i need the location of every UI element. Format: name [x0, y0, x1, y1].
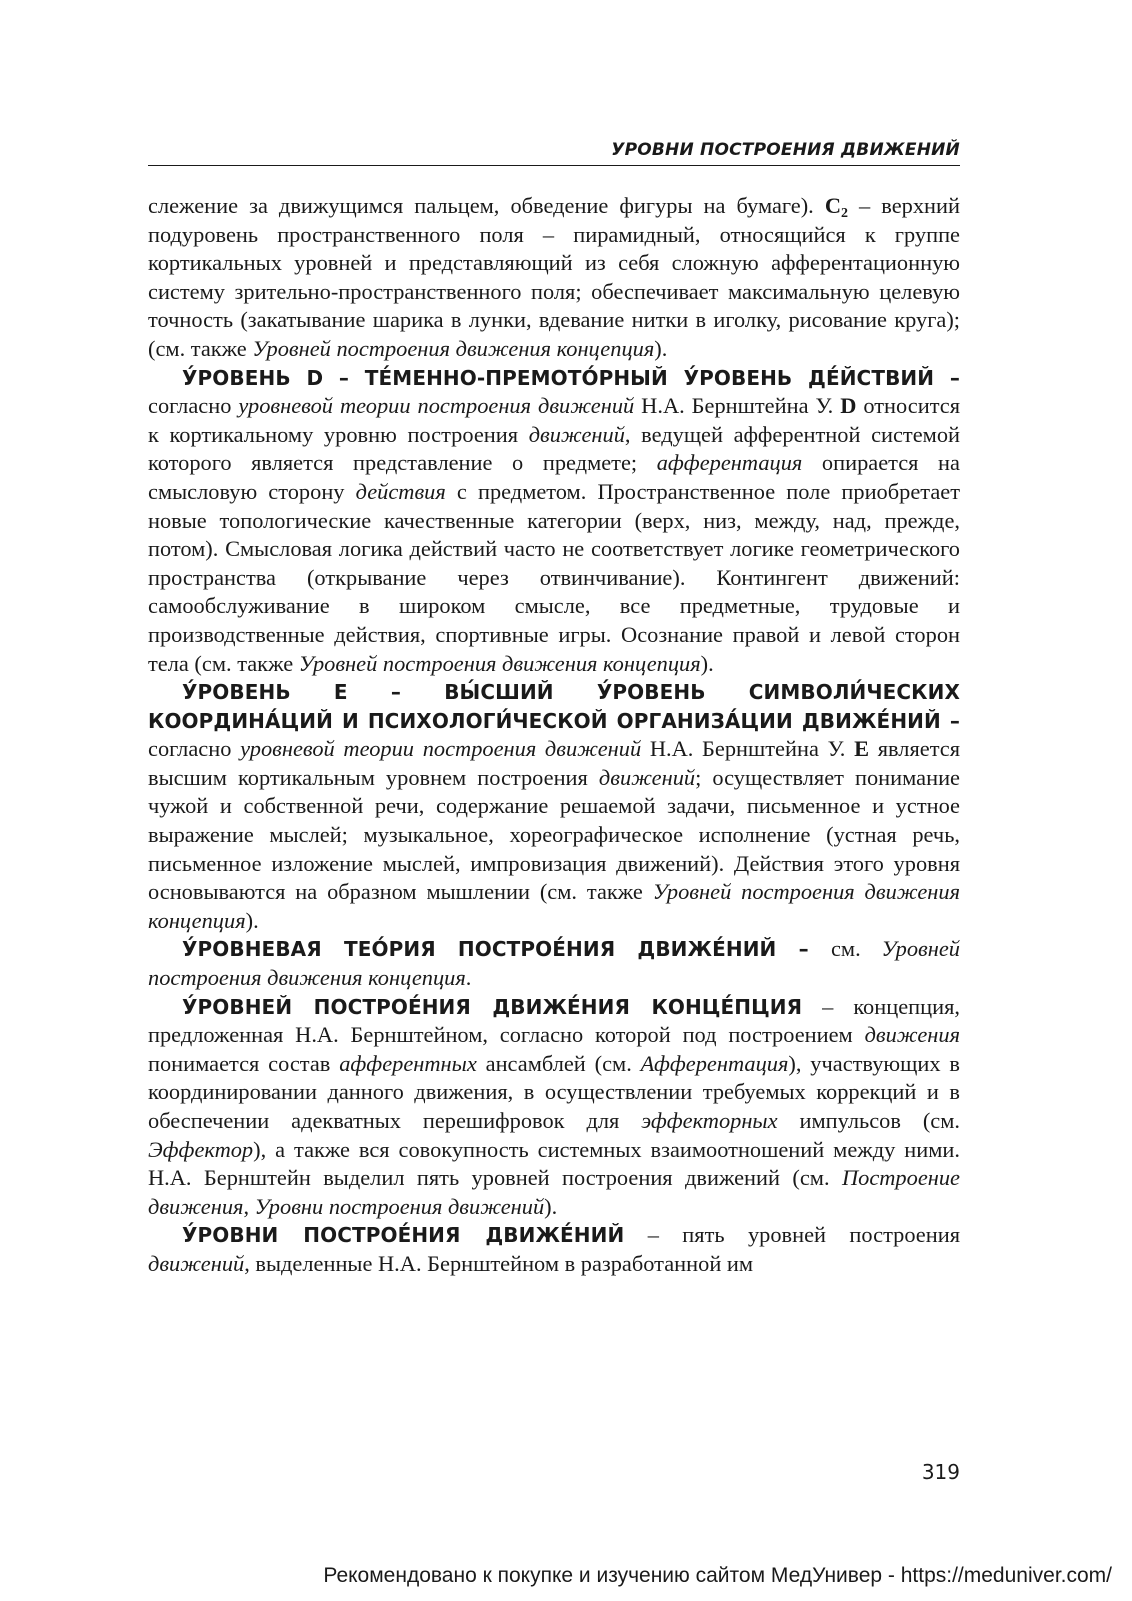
cross-reference: движений — [598, 764, 696, 790]
text: ансамблей (см. — [476, 1050, 641, 1076]
cross-reference: Построение движения — [148, 1165, 960, 1219]
cross-reference: Эффектор — [148, 1136, 254, 1162]
text: , ведущей афферентной системой которого является представление о предмете; — [148, 421, 961, 476]
entry-headword: У́РОВЕНЬ E – ВЫ́СШИЙ У́РОВЕНЬ СИМВОЛИ́ЧЕСКИХ КООРДИНА́ЦИЙ И ПСИХОЛОГИ́ЧЕСКОЙ ОРГАНИЗА́ЦИИ ДВИЖЕ́НИЙ — [148, 680, 960, 733]
cross-reference: афферентных — [339, 1050, 477, 1076]
cross-reference: движения — [864, 1022, 960, 1048]
text: Н.А. Бернштейна У. — [641, 736, 855, 762]
entry-headword: У́РОВЕНЬ D – ТЕ́МЕННО-ПРЕМОТО́РНЫЙ У́РОВЕНЬ ДЕ́ЙСТВИЙ — [182, 365, 935, 390]
headword-dash: – — [802, 993, 854, 1019]
text: опирается на смысловую сторону — [148, 450, 960, 504]
cross-reference: афферентация — [656, 450, 803, 476]
text: ), а также вся совокупность системных взаимоотношений между ними. Н.А. Бернштейн выделил пять уровней построения движений (см. — [148, 1136, 960, 1191]
text: . — [465, 965, 472, 991]
entry-headword: У́РОВНЕЙ ПОСТРОЕ́НИЯ ДВИЖЕ́НИЯ КОНЦЕ́ПЦИЯ — [182, 994, 803, 1019]
level-subscript: 2 — [841, 206, 848, 221]
cross-reference: эффекторных — [641, 1108, 778, 1133]
text: является высшим кортикальным уровнем построения — [148, 736, 960, 790]
text: относится к кортикальному уровню построения — [148, 393, 961, 447]
text: согласно — [148, 736, 241, 762]
text: Н.А. Бернштейна У. — [634, 393, 841, 419]
cross-reference: Уровней построения движения концепция — [252, 335, 655, 361]
text: концепция, предложенная Н.А. Бернштейном, согласно которой под построением — [148, 993, 960, 1048]
text: ). — [700, 650, 714, 676]
text: слежение за движущимся пальцем, обведение фигуры на бумаге). — [148, 193, 825, 218]
text: ). — [245, 907, 259, 933]
entry-levels-of-construction — [148, 1221, 960, 1278]
cross-reference: уровневой теории построения движений — [240, 736, 642, 762]
entry-headword: У́РОВНИ ПОСТРОЕ́НИЯ ДВИЖЕ́НИЙ — [182, 1223, 625, 1248]
text: ). — [544, 1193, 558, 1219]
headword-dash: – — [934, 365, 960, 390]
entry-level-theory — [148, 935, 960, 992]
text: ), участвующих в координировании данного движения, в осуществлении требуемых коррекций и в обеспечении адекватных перешифровок для — [148, 1050, 960, 1133]
dictionary-text — [148, 192, 960, 1279]
headword-dash: – — [624, 1222, 683, 1248]
text: согласно — [148, 393, 239, 419]
text: , выделенные Н.А. Бернштейном в разработанной им — [244, 1250, 754, 1276]
cross-reference: Уровней построения движения концепция — [148, 879, 960, 933]
text: ). — [654, 335, 668, 361]
cross-reference: движений — [148, 1250, 245, 1276]
level-letter: D — [840, 393, 857, 419]
footer-note: Рекомендовано к покупке и изучению сайтом МедУнивер - https://meduniver.com/ — [323, 1564, 1112, 1587]
text: ; осуществляет понимание чужой и собственной речи, содержание решаемой задачи, письменное и устное выражение мыслей; музыкальное, хореографическое исполнение (устная речь, письменное изложение мыслей, импровизация движений). Действия этого уровня основываются на образном мышлении (см. также — [148, 764, 960, 905]
entry-level-e — [148, 678, 960, 935]
text: импульсов (см. — [777, 1108, 960, 1133]
headword-dash: – — [776, 937, 831, 962]
page-number: 319 — [921, 1460, 960, 1484]
entry-headword: У́РОВНЕВАЯ ТЕО́РИЯ ПОСТРОЕ́НИЯ ДВИЖЕ́НИЙ — [182, 937, 777, 962]
level-letter: C — [824, 193, 841, 218]
cross-reference: Уровни построения движений — [254, 1193, 545, 1219]
text: понимается состав — [148, 1050, 340, 1076]
cross-reference: движений — [528, 421, 625, 447]
cross-reference: Уровней построения движения концепция — [148, 936, 960, 991]
headword-dash: – — [940, 708, 960, 733]
text: , — [243, 1193, 255, 1219]
text: см. — [830, 936, 882, 962]
cross-reference: действия — [355, 478, 446, 504]
text: пять уровней построения — [682, 1222, 961, 1248]
text: с предметом. Пространственное поле приобретает новые топологические качественные категории (верх, низ, между, над, прежде, потом). Смысловая логика действий часто не соответствует логике геометрического пространства (открывание через отвинчивание). Контингент движений: самообслуживание в широком смысле, все предметные, трудовые и производственные действия, спортивные игры. Осознание правой и левой сторон тела (см. также — [148, 478, 960, 676]
cross-reference: уровневой теории построения движений — [238, 393, 635, 419]
entry-levels-concept — [148, 993, 960, 1222]
text: – верхний подуровень пространственного поля – пирамидный, относящийся к группе кортикальных уровней и представляющий из себя сложную афферентационную систему зрительно-пространственного поля; обеспечивает максимальную целевую точность (закатывание шарика в лунки, вдевание нитки в иголку, рисование круга); (см. также — [148, 193, 960, 361]
running-head: УРОВНИ ПОСТРОЕНИЯ ДВИЖЕНИЙ — [148, 140, 960, 166]
level-letter: E — [854, 736, 870, 762]
paragraph-continuation — [148, 192, 960, 364]
cross-reference: Уровней построения движения концепция — [298, 650, 701, 676]
cross-reference: Афферентация — [640, 1050, 789, 1076]
entry-level-d — [148, 364, 960, 679]
